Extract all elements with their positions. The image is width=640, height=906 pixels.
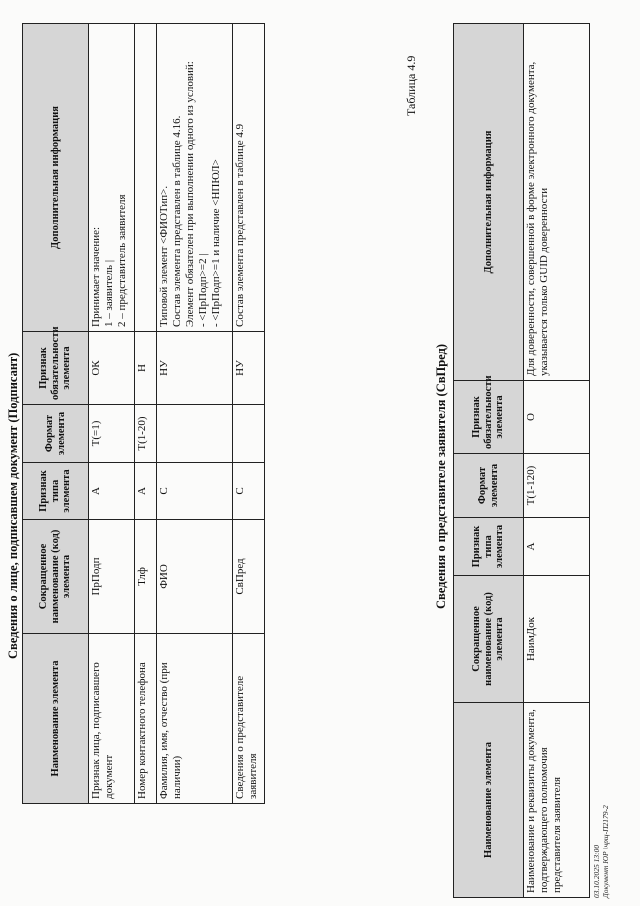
info-line: - <ПрПодп>=2 | xyxy=(196,253,209,327)
column-header-format: Формат элемента xyxy=(454,454,524,518)
table-4-9-title: Сведения о представителе заявителя (СвПред) xyxy=(434,343,448,609)
table-row xyxy=(89,24,135,804)
table-row xyxy=(524,24,590,898)
cell-type: А xyxy=(135,463,157,520)
cell-format xyxy=(233,405,265,463)
info-line xyxy=(136,28,147,327)
cell-name: Номер контактного телефона xyxy=(135,634,157,804)
info-line: Состав элемента представлен в таблице 4.16. xyxy=(170,115,183,327)
info-line: Принимает значение: xyxy=(90,226,102,327)
cell-name: Признак лица, подписавшего документ xyxy=(89,634,135,804)
cell-code: НаимДок xyxy=(524,576,590,703)
cell-type: С xyxy=(233,463,265,520)
column-header-code: Сокращенное наименование (код) элемента xyxy=(23,520,89,634)
column-header-info: Дополнительная информация xyxy=(23,24,89,332)
cell-type: А xyxy=(524,518,590,576)
info-line: Состав элемента представлен в таблице 4.9 xyxy=(234,123,246,327)
cell-format: T(1-120) xyxy=(524,454,590,518)
column-header-name: Наименование элемента xyxy=(23,634,89,804)
table-row xyxy=(233,24,265,804)
cell-code: ФИО xyxy=(157,520,233,634)
cell-code: Тлф xyxy=(135,520,157,634)
table-4-8 xyxy=(22,23,265,804)
cell-code: ПрПодп xyxy=(89,520,135,634)
info-line: Типовой элемент <ФИОТип>. xyxy=(158,185,170,327)
column-header-type: Признак типа элемента xyxy=(23,463,89,520)
table-4-9-label: Таблица 4.9 xyxy=(404,55,418,116)
info-line: 1 – заявитель | xyxy=(102,259,115,327)
cell-type: А xyxy=(89,463,135,520)
cell-info xyxy=(135,24,157,332)
column-header-required: Признак обязательности элемента xyxy=(23,332,89,405)
cell-format: T(=1) xyxy=(89,405,135,463)
stamp-date: 03.10.2025 13:00 xyxy=(592,844,601,898)
info-line: - <ПрПодп>=1 и наличие <НПЮЛ> xyxy=(209,159,222,327)
table-header-row xyxy=(454,24,524,898)
column-header-name: Наименование элемента xyxy=(454,703,524,898)
cell-code: СвПред xyxy=(233,520,265,634)
cell-required: НУ xyxy=(233,332,265,405)
cell-required: НУ xyxy=(157,332,233,405)
info-line: Для доверенности, совершенной в форме электронного документа, указывается только GUID доверенности xyxy=(525,61,550,376)
cell-required: О xyxy=(524,381,590,454)
cell-info xyxy=(89,24,135,332)
cell-name: Сведения о представителе заявителя xyxy=(233,634,265,804)
cell-info xyxy=(157,24,233,332)
cell-required: Н xyxy=(135,332,157,405)
cell-info xyxy=(524,24,590,381)
info-line: Элемент обязателен при выполнении одного из условий: xyxy=(183,61,196,327)
column-header-type: Признак типа элемента xyxy=(454,518,524,576)
cell-format: T(1-20) xyxy=(135,405,157,463)
document-stamp xyxy=(592,805,610,898)
table-4-9 xyxy=(453,23,590,898)
cell-required: ОК xyxy=(89,332,135,405)
stamp-id: Документ ЮР \чрщ-П2179-2 xyxy=(601,805,610,898)
cell-name: Наименование и реквизиты документа, подтверждающего полномочия представителя заявителя xyxy=(524,703,590,898)
cell-name: Фамилия, имя, отчество (при наличии) xyxy=(157,634,233,804)
table-row xyxy=(135,24,157,804)
column-header-info: Дополнительная информация xyxy=(454,24,524,381)
cell-format xyxy=(157,405,233,463)
info-line: 2 – представитель заявителя xyxy=(115,194,128,327)
column-header-code: Сокращенное наименование (код) элемента xyxy=(454,576,524,703)
cell-type: С xyxy=(157,463,233,520)
column-header-format: Формат элемента xyxy=(23,405,89,463)
table-4-8-title: Сведения о лице, подписавшем документ (Подписант) xyxy=(6,352,20,659)
cell-info xyxy=(233,24,265,332)
column-header-required: Признак обязательности элемента xyxy=(454,381,524,454)
table-header-row xyxy=(23,24,89,804)
table-row xyxy=(157,24,233,804)
